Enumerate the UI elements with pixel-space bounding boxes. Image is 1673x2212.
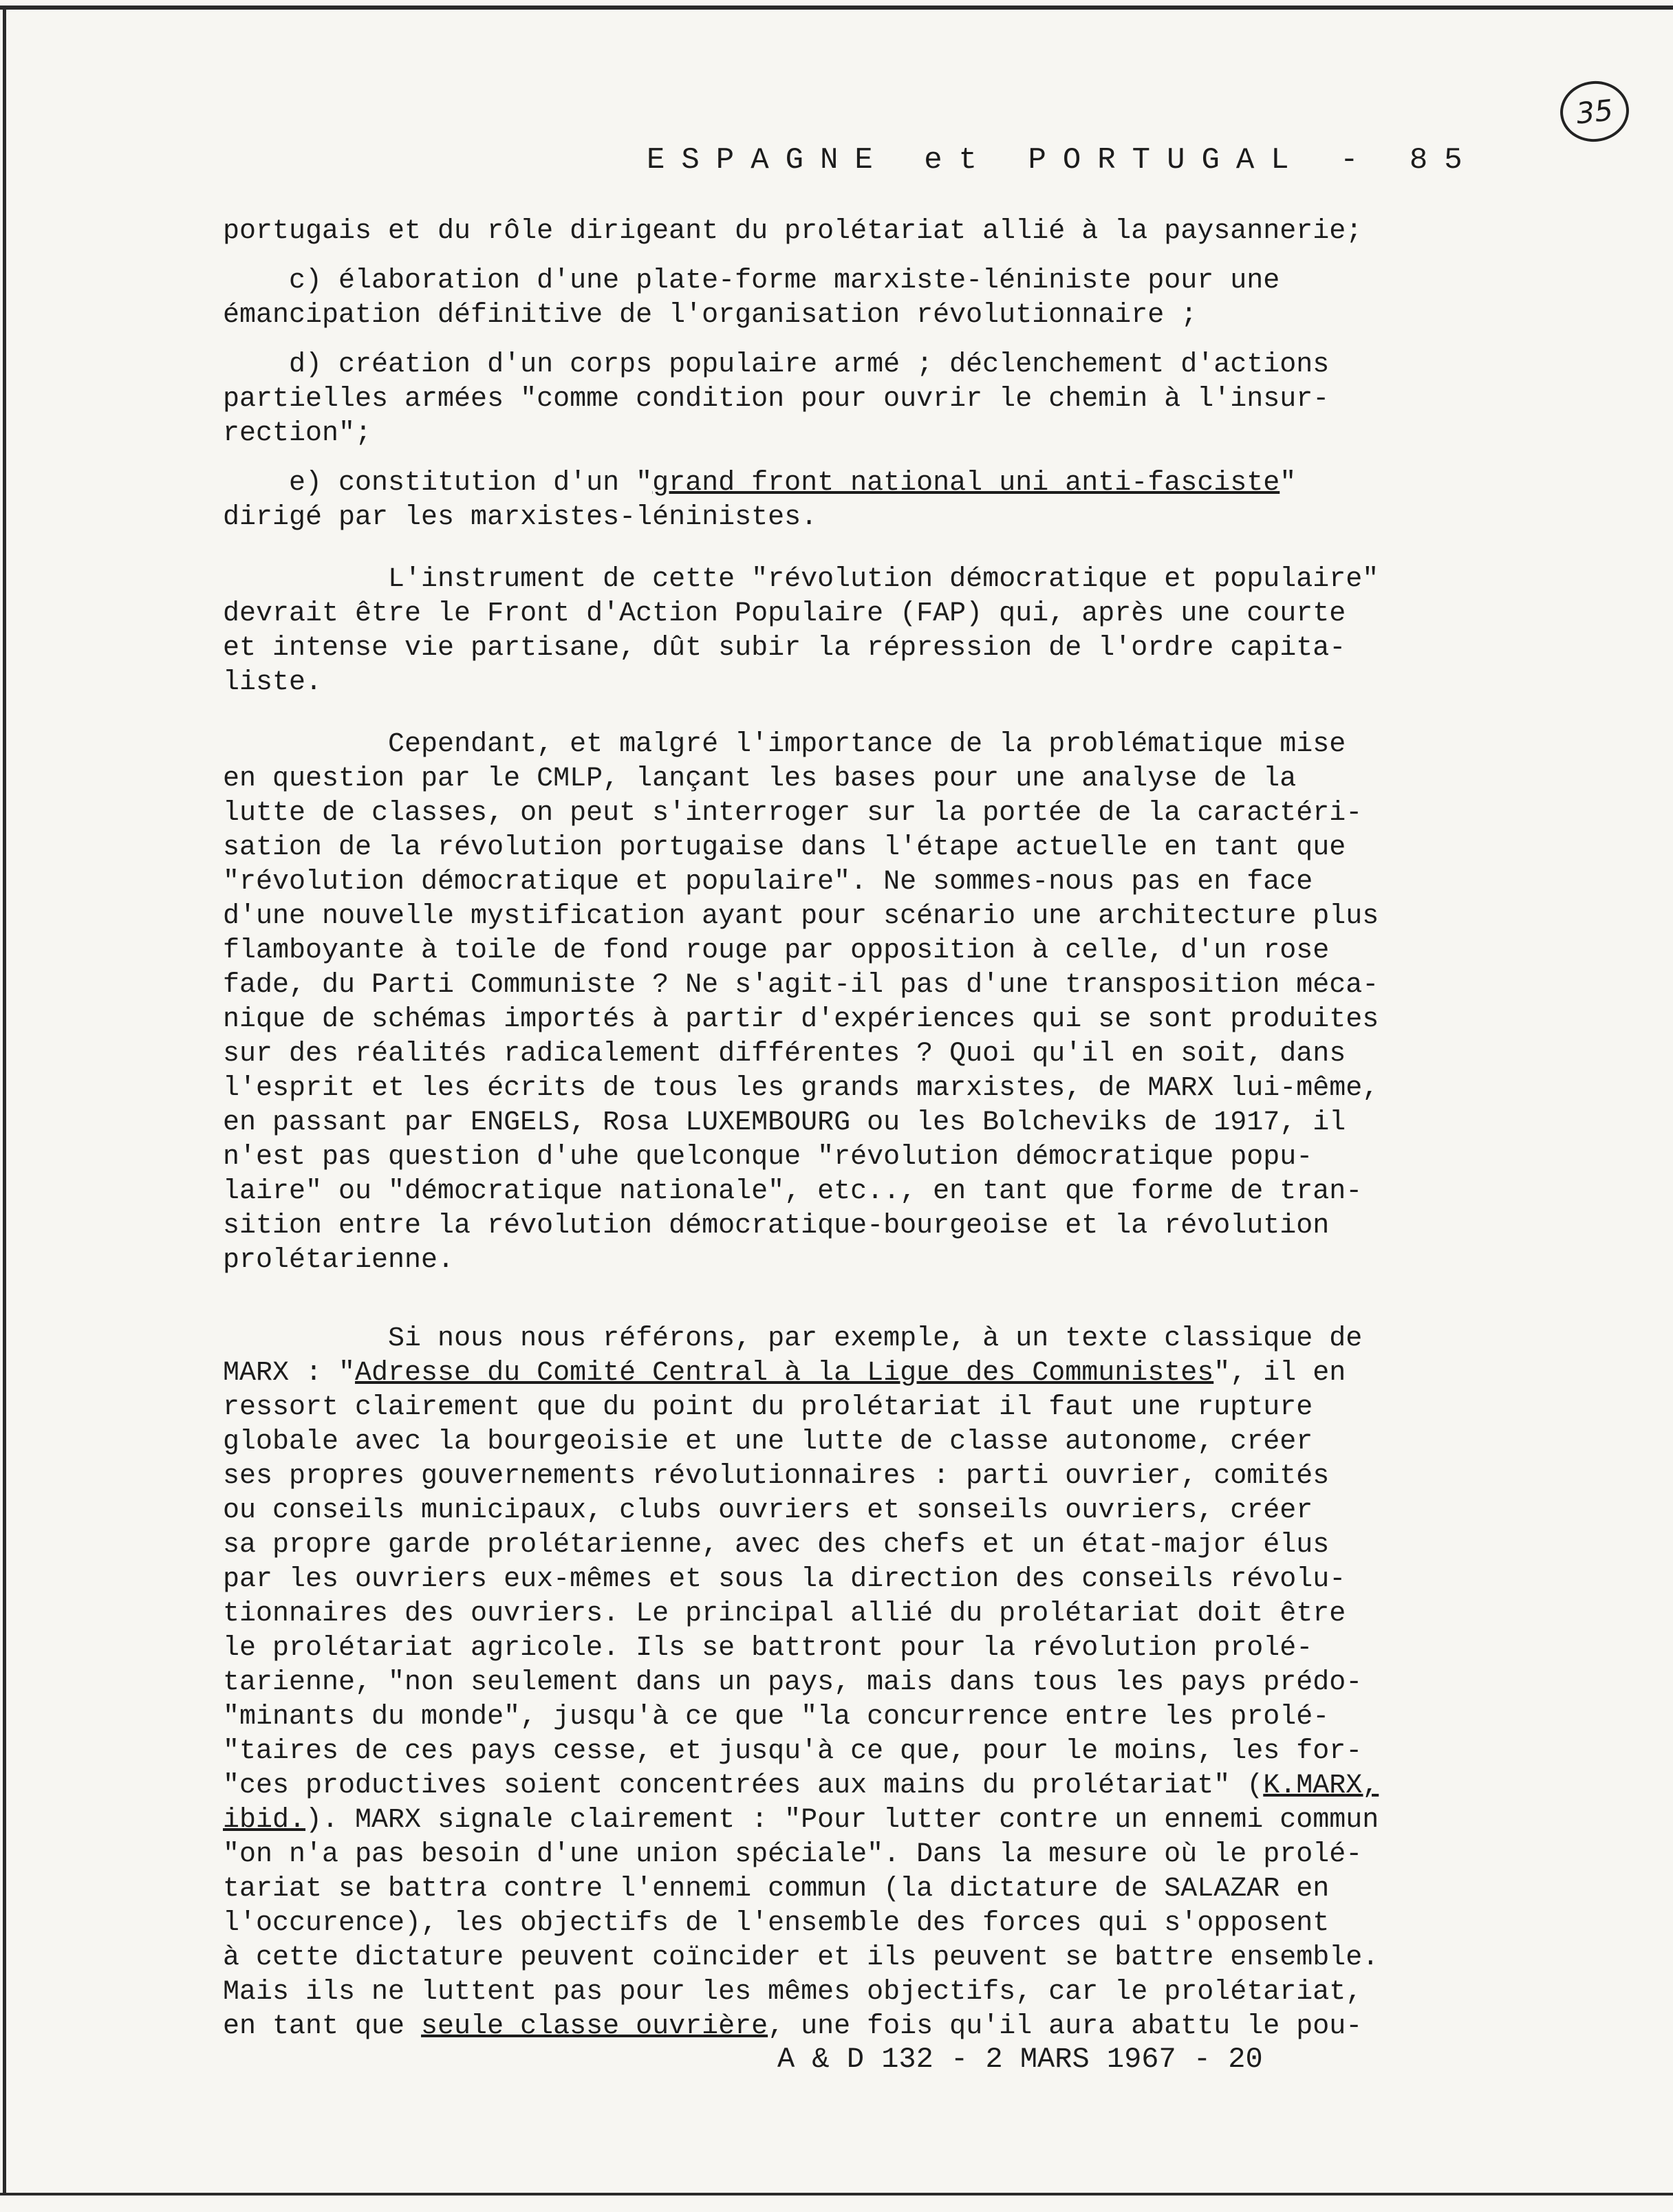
paragraph-continuation: portugais et du rôle dirigeant du prolétariat allié à la paysannerie;: [223, 216, 1363, 247]
list-item-e-text-end: " dirigé par les marxistes-léninistes.: [223, 468, 1297, 533]
underlined-citation: K.MARX, ibid.: [223, 1770, 1379, 1836]
paragraph-marx-part-d: , une fois qu'il aura abattu le pou-: [768, 2011, 1363, 2042]
list-item-d: d) création d'un corps populaire armé ; déclenchement d'actions partielles armées "comme condition pour ouvrir le chemin à l'insur- rection";: [223, 349, 1330, 449]
paragraph-fap: L'instrument de cette "révolution démocratique et populaire" devrait être le Front d'Action Populaire (FAP) qui, après une courte et intense vie partisane, dût subir la répression de l'ordre capita- liste.: [223, 564, 1379, 698]
paragraph-cependant: Cependant, et malgré l'importance de la problématique mise en question par le CMLP, lançant les bases pour une analyse de la lutte de classes, on peut s'interroger sur la portée de la caractéri- sation de la révolution portugaise dans l'étape actuelle en tant que "révolution démocratique et populaire". Ne sommes-nous pas en face d'une nouvelle mystification ayant pour scénario une architecture plus flamboyante à toile de fond rouge par opposition à celle, d'un rose fade, du Parti Communiste ? Ne s'agit-il pas d'une transposition méca- nique de schémas importés à partir d'expériences qui se sont produites sur des réalités radicalement différentes ? Quoi qu'il en soit, dans l'esprit et les écrits de tous les grands marxistes, de MARX lui-même, en passant par ENGELS, Rosa LUXEMBOURG ou les Bolcheviks de 1917, il n'est pas question d'uhe quelconque "révolution démocratique popu- laire" ou "démocratique nationale", etc.., en tant que forme de tran- sition entre la révolution démocratique-bourgeoise et la révolution prolétarienne.: [223, 729, 1379, 1276]
page-border-bottom: [0, 2193, 1673, 2195]
document-body: [223, 215, 1530, 2044]
running-header: ESPAGNE et PORTUGAL - 85: [647, 143, 1479, 177]
paragraph-marx-part-c: ). MARX signale clairement : "Pour lutter contre un ennemi commun "on n'a pas besoin d'une union spéciale". Dans la mesure où le prolé- tariat se battra contre l'ennemi commun (la dictature de SALAZAR en l'occurence), les objectifs de l'ensemble des forces qui s'opposent à cette dictature peuvent coïncider et ils peuvent se battre ensemble. Mais ils ne luttent pas pour les mêmes objectifs, car le prolétariat, en tant que: [223, 1805, 1379, 2042]
underlined-title: Adresse du Comité Central à la Ligue des Communistes: [355, 1358, 1214, 1389]
page-border-left: [3, 6, 6, 2193]
list-item-e: [223, 466, 1530, 535]
underlined-emphasis: seule classe ouvrière: [421, 2011, 768, 2042]
page-border-top: [0, 6, 1673, 10]
list-item-c: c) élaboration d'une plate-forme marxiste-léniniste pour une émancipation définitive de l'organisation révolutionnaire ;: [223, 265, 1280, 331]
list-item-e-text: e) constitution d'un ": [223, 468, 653, 499]
paragraph-marx: [223, 1322, 1530, 2044]
paragraph-marx-part-a: Si nous nous référons, par exemple, à un texte classique de MARX : ": [223, 1323, 1363, 1389]
page-number-stamp: 35: [1557, 78, 1632, 145]
underlined-phrase: grand front national uni anti-fasciste: [652, 468, 1280, 499]
paragraph-marx-part-b: ", il en ressort clairement que du point du prolétariat il faut une rupture globale avec la bourgeoisie et une lutte de classe autonome, créer ses propres gouvernements révolutionnaires : parti ouvrier, comités ou conseils municipaux, clubs ouvriers et sonseils ouvriers, créer sa propre garde prolétarienne, avec des chefs et un état-major élus par les ouvriers eux-mêmes et sous la direction des conseils révolu- tionnaires des ouvriers. Le principal allié du prolétariat doit être le prolétariat agricole. Ils se battront pour la révolution prolé- tarienne, "non seulement dans un pays, mais dans tous les pays prédo- "minants du monde", jusqu'à ce que "la concurrence entre les prolé- "taires de ces pays cesse, et jusqu'à ce que, pour le moins, les for- "ces productives soient concentrées aux mains du prolétariat" (: [223, 1358, 1363, 1801]
page-footer: A & D 132 - 2 MARS 1967 - 20: [777, 2043, 1263, 2076]
